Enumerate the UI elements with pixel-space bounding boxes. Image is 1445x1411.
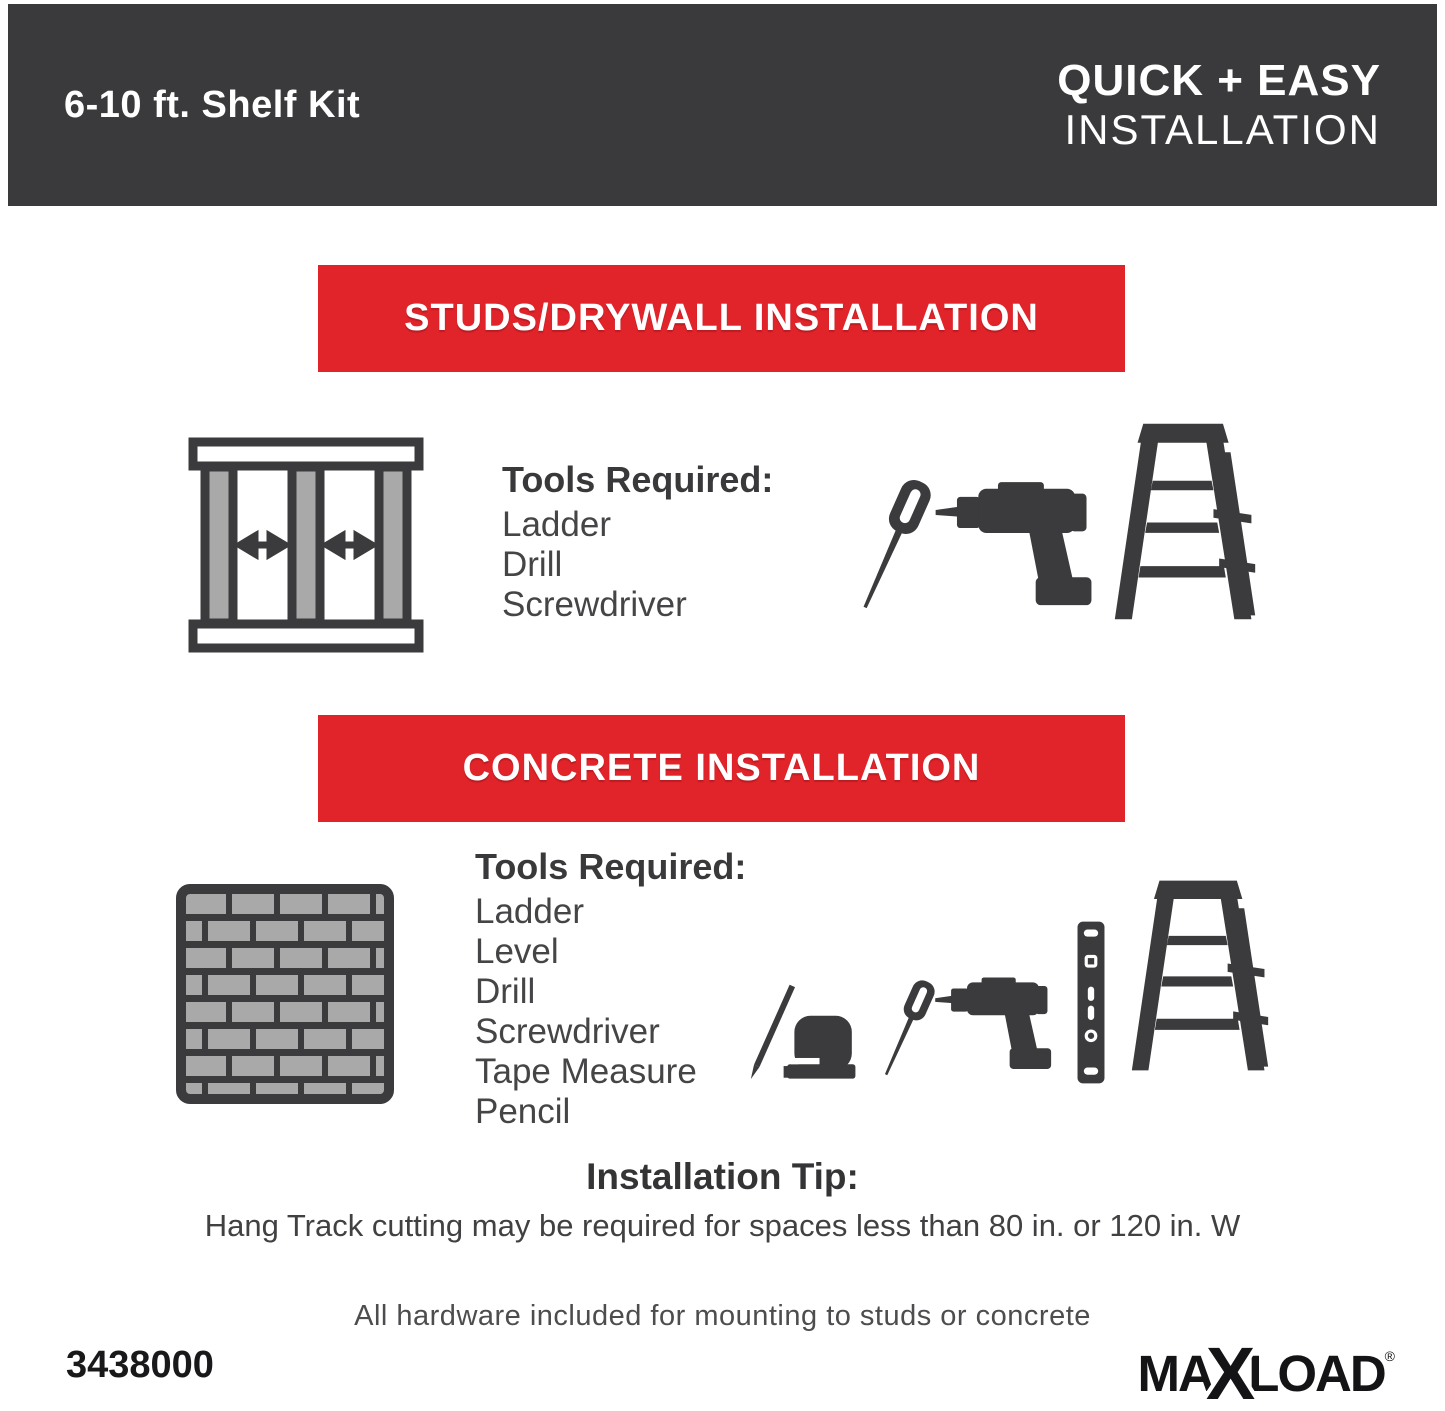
hardware-note: All hardware included for mounting to studs or concrete (354, 1300, 1091, 1332)
tool-item: Drill (475, 972, 536, 1011)
tagline-line1: QUICK + EASY (1057, 55, 1381, 105)
ladder-icon (1112, 420, 1258, 623)
stud-wall-graphic (188, 437, 424, 653)
drill-icon (934, 462, 1098, 622)
registered-trademark-mark: ® (1384, 1348, 1395, 1364)
installation-tip-body: Hang Track cutting may be required for spaces less than 80 in. or 120 in. W (204, 1208, 1241, 1243)
tool-item: Drill (502, 545, 563, 584)
brand-segment-ma: MA (1137, 1345, 1213, 1403)
stud-wall-icon (188, 437, 424, 653)
maxload-brand-logo (1137, 1332, 1396, 1411)
tools-required-heading: Tools Required: (475, 846, 747, 887)
tool-item: Level (475, 932, 559, 971)
tape-measure-icon (780, 1014, 868, 1084)
studs-drywall-banner: STUDS/DRYWALL INSTALLATION (318, 265, 1125, 372)
tool-item: Pencil (475, 1092, 571, 1131)
installation-tip-heading: Installation Tip: (586, 1156, 859, 1197)
header-tagline (1057, 56, 1381, 155)
concrete-tools-list (475, 892, 746, 1132)
tools-required-heading: Tools Required: (502, 459, 774, 500)
drill-icon (934, 958, 1056, 1086)
ladder-icon (1130, 866, 1270, 1085)
brick-wall-icon (176, 884, 394, 1104)
concrete-banner: CONCRETE INSTALLATION (318, 715, 1125, 822)
sku-number: 3438000 (66, 1344, 214, 1386)
studs-tools-list (502, 505, 773, 625)
brand-segment-x: X (1205, 1332, 1256, 1411)
level-icon (1072, 920, 1110, 1085)
tool-item: Screwdriver (475, 1012, 660, 1051)
tagline-line2: INSTALLATION (1064, 106, 1381, 154)
tool-item: Screwdriver (502, 585, 687, 624)
concrete-tools-block (475, 845, 746, 1132)
brick-wall-graphic (176, 884, 394, 1104)
studs-tools-block (502, 458, 773, 625)
header-bar (8, 4, 1437, 206)
brand-segment-load: LOAD (1248, 1345, 1385, 1403)
tool-item: Ladder (475, 892, 584, 931)
tool-item: Tape Measure (475, 1052, 697, 1091)
product-title: 6-10 ft. Shelf Kit (64, 83, 361, 126)
tool-item: Ladder (502, 505, 611, 544)
